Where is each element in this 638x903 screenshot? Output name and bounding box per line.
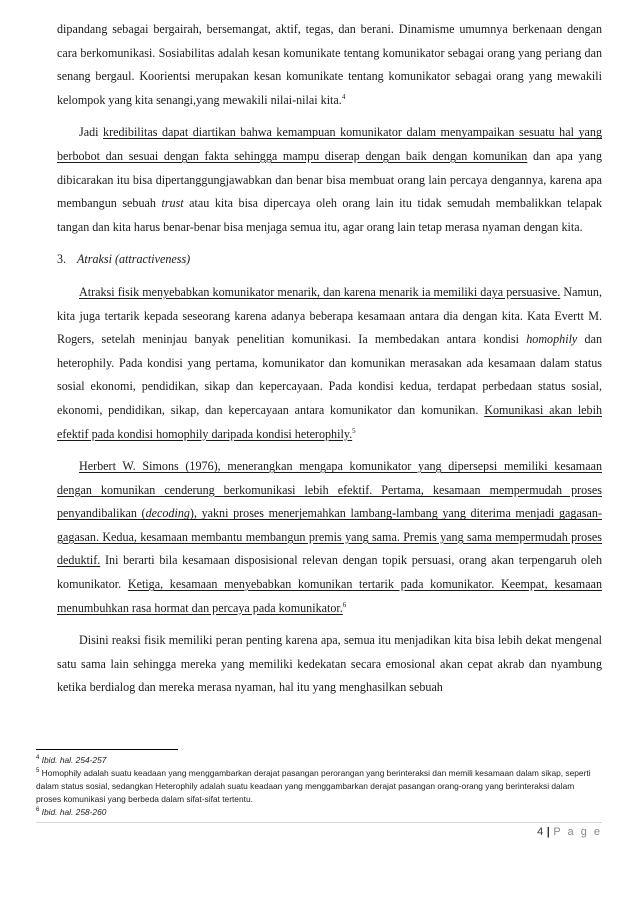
paragraph-dinamisme: dipandang sebagai bergairah, bersemangat, aktif, tegas, dan berani. Dinamisme umumnya berkenaan dengan cara berkomunikasi. Sosiabilitas adalah kesan komunikate tentang komunikator sebagai orang yang periang dan senang bergaul. Koorientsi merupakan kesan komunikate tentang komunikator sebagai orang yang mewakili kelompok yang kita senangi,yang mewakili nilai-nilai kita.$^4$: [57, 22, 602, 107]
paragraph-simons: Herbert W. Simons (1976), menerangkan mengapa komunikator yang dipersepsi memiliki kesamaan dengan komunikan cenderung berkomunikasi lebih efektif. Pertama, kesamaan mempermudah proses penyandibalikan (decoding), yakni proses menerjemahkan lambang-lambang yang diterima menjadi gagasan-gagasan. Kedua, kesamaan membantu membangun premis yang sama. Premis yang sama mempermudah proses deduktif. Ini berarti bila kesamaan disposisional relevan dengan topik persuasi, orang akan terpengaruh oleh komunikator. Ketiga, kesamaan menyebabkan komunikan tertarik pada komunikator. Keempat, kesamaan menumbuhkan rasa hormat dan percaya pada komunikator.$^6$: [57, 459, 602, 615]
page-number: 4: [537, 826, 544, 838]
underlined-conclusion: Komunikasi akan lebih efektif pada kondisi homophily daripada kondisi heterophily.: [57, 402, 603, 441]
footer-rule: [36, 822, 602, 823]
italic-term-homophily: homophily: [526, 332, 578, 347]
underlined-ketiga-keempat: Ketiga, kesamaan menyebabkan komunikan tertarik pada komunikator. Keempat, kesamaan menumbuhkan rasa hormat dan percaya pada komunikator.: [57, 577, 602, 615]
footnote-5: $^5$ Homophily adalah suatu keadaan yang menggambarkan derajat pasangan perorangan yang berinteraksi dan memili kesamaan dalam sikap, seperti dalam status sosial, sedangkan Heterophily adalah suatu keadaan yang menggambarkan derajat pasangan orang-orang yang berinteraksi dalam proses komunikasi yang berbeda dalam sifat-sifat tertentu.: [36, 768, 591, 804]
page-footer: [537, 826, 602, 838]
underlined-simons-text: Herbert W. Simons (1976), menerangkan mengapa komunikator yang dipersepsi memiliki kesamaan dengan komunikan cenderung berkomunikasi lebih efektif. Pertama, kesamaan mempermudah proses penyandibalikan (: [57, 459, 602, 521]
underlined-simons-text-cont: ), yakni proses menerjemahkan lambang-lambang yang diterima menjadi gagasan-gagasan. Kedua, kesamaan membantu membangun premis yang sama. Premis yang sama mempermudah proses deduktif.: [57, 506, 602, 568]
footnote-6: $^6$ Ibid. hal. 258-260: [36, 807, 107, 817]
paragraph-atraksi-fisik: Atraksi fisik menyebabkan komunikator menarik, dan karena menarik ia memiliki daya persuasive. Namun, kita juga tertarik kepada seseorang karena adanya beberapa kesamaan antara dia dengan kita. Kata Evertt M. Rogers, setelah meninjau banyak penelitian komunikasi. Ia membedakan antara kondisi homophily dan heterophily. Pada kondisi yang pertama, komunikator dan komunikan merasakan ada kesamaan dalam status sosial ekonomi, pendidikan, sikap dan kepercayaan. Pada kondisi kedua, terdapat perbedaan status sosial, ekonomi, pendidikan, sikap, dan kepercayaan antara komunikator dan komunikan. Komunikasi akan lebih efektif pada kondisi homophily daripada kondisi heterophily.$^5$: [57, 284, 603, 441]
section-heading-atraksi: [57, 248, 602, 272]
heading-title: Atraksi (attractiveness): [77, 252, 191, 267]
footnote-4: $^4$ Ibid. hal. 254-257: [36, 755, 107, 765]
italic-term-decoding: decoding: [145, 506, 190, 521]
footnote-separator: [36, 749, 178, 750]
paragraph-reaksi-fisik: Disini reaksi fisik memiliki peran penting karena apa, semua itu menjadikan kita bisa lebih dekat mengenal satu sama lain sehingga mereka yang memiliki kedekatan secara emosional akan cepat akrab dan nyambung ketika berdialog dan mereka merasa nyaman, hal itu yang menghasilkan sebuah: [57, 633, 602, 695]
footnotes: [36, 754, 598, 819]
footnote-ref-5: 5: [352, 426, 356, 435]
footnote-ref-6: 6: [342, 600, 347, 609]
page-label: P a g e: [553, 826, 602, 838]
heading-number: 3.: [57, 252, 67, 267]
italic-term-trust: trust: [161, 196, 184, 211]
footnote-ref-4: 4: [341, 92, 346, 101]
paragraph-kredibilitas: Jadi kredibilitas dapat diartikan bahwa kemampuan komunikator dalam menyampaikan sesuatu hal yang berbobot dan sesuai dengan fakta sehingga mampu diserap dengan baik dengan komunikan dan apa yang dibicarakan itu bisa dipertanggungjawabkan dan benar bisa membuat orang lain percaya dengannya, karena apa membangun sebuah trust atau kita bisa dipercaya oleh orang lain itu tidak semudah membalikkan telapak tangan dan kita harus benar-benar bisa menjaga semua itu, agar orang lain tetap merasa nyaman dengan kita.: [57, 125, 602, 234]
underlined-definition: kredibilitas dapat diartikan bahwa kemampuan komunikator dalam menyampaikan sesuatu hal yang berbobot dan sesuai dengan fakta sehingga mampu diserap dengan baik dengan komunikan: [57, 125, 602, 163]
footer-separator: |: [546, 826, 551, 838]
underlined-atraksi-sentence: Atraksi fisik menyebabkan komunikator menarik, dan karena menarik ia memiliki daya persuasive.: [79, 284, 561, 299]
body-text: [57, 18, 602, 709]
